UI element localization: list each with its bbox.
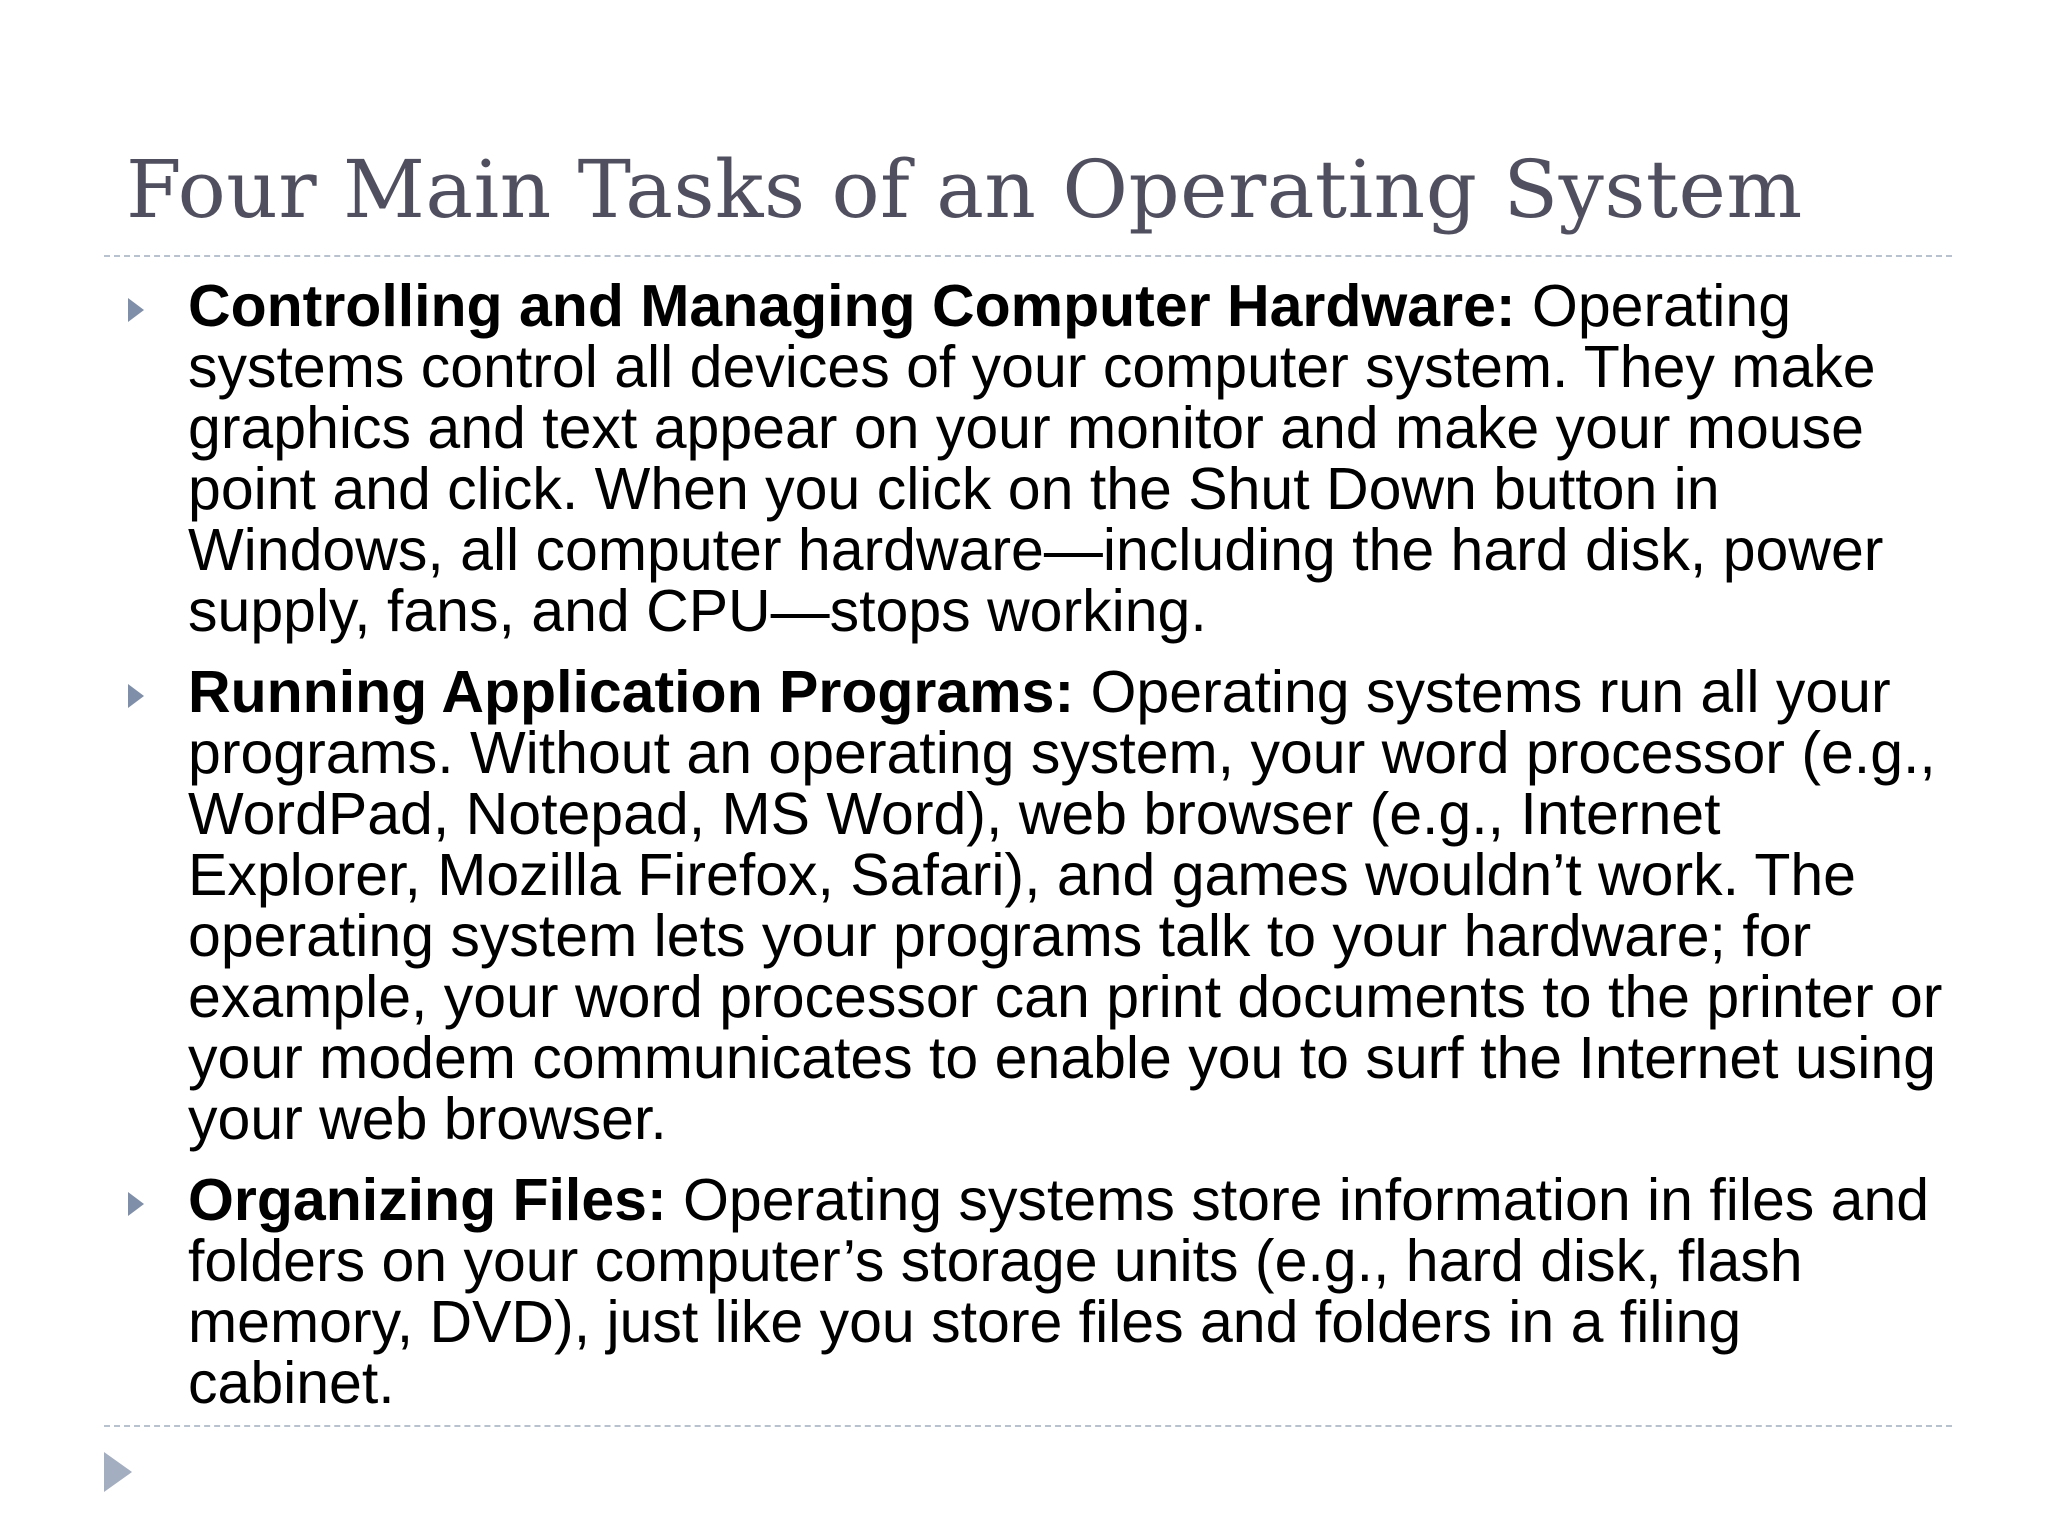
title-divider xyxy=(104,255,1952,257)
bullet-item-applications xyxy=(128,659,1948,1152)
bullet-list xyxy=(128,273,1948,1434)
bullet-item-hardware xyxy=(128,273,1948,644)
triangle-bullet-icon xyxy=(128,1192,144,1216)
bullet-heading: Organizing Files: xyxy=(188,1167,683,1233)
footer-divider xyxy=(104,1425,1952,1427)
slide-title: Four Main Tasks of an Operating System xyxy=(126,143,1803,236)
next-slide-arrow-icon[interactable] xyxy=(104,1452,132,1492)
bullet-item-files xyxy=(128,1167,1948,1416)
bullet-body: Operating systems run all your programs. Without an operating system, your word processor (e.g., WordPad, Notepad, MS Word), web browser (e.g., Internet Explorer, Mozilla Firefox, Safari), and games wouldn’t work. The operating system lets your programs talk to your hardware; for example, your word processor can print documents to the printer or your modem communicates to enable you to surf the Internet using your web browser. xyxy=(188,659,1943,1152)
bullet-heading: Running Application Programs: xyxy=(188,659,1091,725)
bullet-heading: Controlling and Managing Computer Hardware: xyxy=(188,273,1532,339)
triangle-bullet-icon xyxy=(128,298,144,322)
bullet-body: Operating systems store information in files and folders on your computer’s storage units (e.g., hard disk, flash memory, DVD), just like you store files and folders in a filing cabinet. xyxy=(188,1167,1930,1416)
bullet-body: Operating systems control all devices of your computer system. They make graphics and text appear on your monitor and make your mouse point and click. When you click on the Shut Down button in Windows, all computer hardware—including the hard disk, power supply, fans, and CPU—stops working. xyxy=(188,273,1884,644)
triangle-bullet-icon xyxy=(128,684,144,708)
